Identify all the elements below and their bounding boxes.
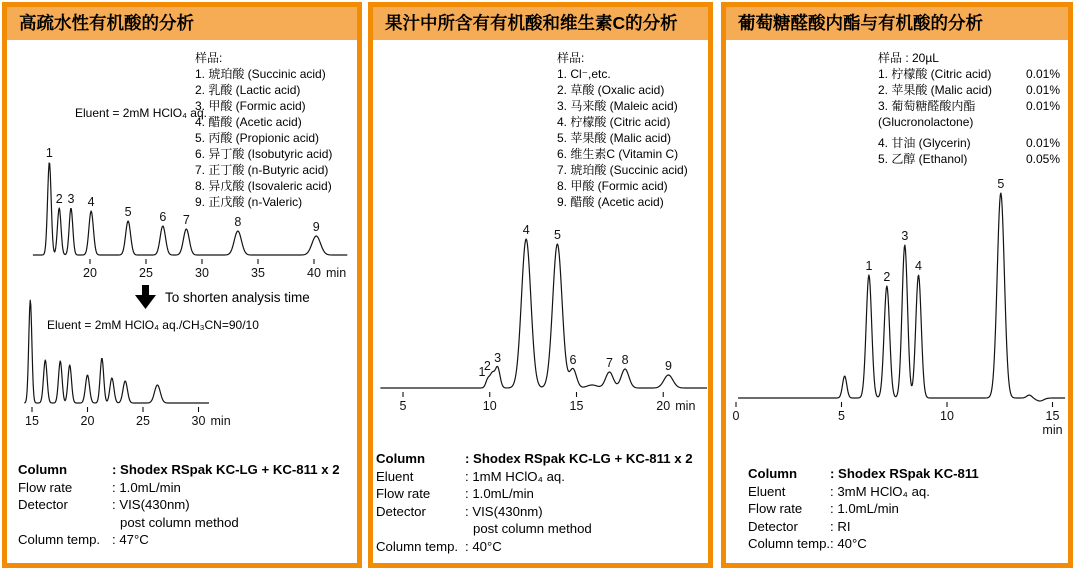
axis-tick-label: 5 [838, 409, 845, 423]
peak-number-label: 5 [997, 178, 1005, 191]
axis-tick-label: 20 [656, 399, 671, 413]
sample-name: 2. 乳酸 (Lactic acid) [195, 83, 301, 97]
sample-item [878, 151, 1060, 167]
sample-items [557, 66, 711, 210]
condition-label [376, 520, 465, 538]
conditions-table [748, 465, 1064, 553]
axis-tick-label: 10 [940, 409, 954, 423]
sample-item [878, 66, 1060, 82]
condition-label: Eluent [376, 468, 414, 484]
condition-label: Column [748, 466, 798, 481]
peak-number-label: 4 [87, 195, 95, 209]
condition-row [748, 465, 1064, 483]
condition-row [748, 518, 1064, 536]
trace-line [33, 163, 347, 255]
peak-number-label: 5 [124, 205, 132, 219]
sample-concentration: 0.01% [1025, 136, 1060, 150]
condition-label: Eluent [748, 483, 786, 499]
shorten-analysis-label: To shorten analysis time [165, 289, 310, 305]
peak-number-label: 2 [483, 359, 491, 373]
panel-fruit-juice-acids-vitamin-c [368, 2, 713, 568]
sample-name: 1. 琥珀酸 (Succinic acid) [195, 67, 326, 81]
panel-body [373, 40, 708, 563]
sample-name: 2. 草酸 (Oxalic acid) [557, 83, 665, 97]
condition-value: post column method [120, 514, 239, 530]
peak-number-label: 7 [605, 356, 613, 370]
peak-number-label: 2 [55, 192, 63, 206]
sample-name: 3. 马来酸 (Maleic acid) [557, 99, 678, 113]
sample-concentration: 0.01% [1025, 83, 1060, 97]
condition-row [18, 479, 352, 497]
trace-line [24, 300, 209, 403]
axis-tick-label: 15 [1045, 409, 1060, 423]
sample-name: 1. 柠檬酸 (Citric acid) [878, 67, 992, 81]
sample-name: 9. 醋酸 (Acetic acid) [557, 195, 664, 209]
panel-body [726, 40, 1068, 563]
trace-line [738, 193, 1065, 401]
axis-tick-label: 15 [25, 414, 39, 428]
sample-list-header: 样品 : 20µL [878, 51, 939, 65]
axis-tick-label: 10 [482, 399, 497, 413]
axis-tick-label: 0 [732, 409, 740, 423]
trace-line [380, 239, 707, 388]
peak-number-label: 2 [883, 270, 891, 284]
panel-hydrophobic-organic-acids [2, 2, 362, 568]
condition-row [748, 483, 1064, 501]
condition-label: Detector [748, 518, 798, 534]
sample-item [878, 135, 1060, 151]
condition-row [376, 538, 712, 556]
peak-number-label: 3 [67, 192, 75, 206]
condition-row [18, 496, 352, 514]
condition-value: : VIS(430nm) [112, 497, 190, 512]
condition-row [376, 503, 712, 521]
condition-value: : Shodex RSpak KC-LG + KC-811 x 2 [112, 462, 340, 477]
condition-value: : 3mM HClO₄ aq. [830, 483, 930, 499]
peak-number-label: 4 [522, 223, 530, 237]
conditions-table [376, 450, 712, 555]
axis-tick-label: 20 [83, 266, 97, 280]
condition-value: : 1.0mL/min [112, 479, 181, 495]
sample-item [557, 66, 711, 82]
condition-row [376, 520, 712, 538]
peak-number-label: 5 [553, 228, 561, 242]
peak-number-label: 9 [664, 359, 672, 373]
axis-unit-label: min [675, 399, 696, 413]
axis-tick-label: 25 [139, 266, 153, 280]
sample-item [557, 146, 711, 162]
panel-glucuronolactone-organic-acids [721, 2, 1073, 568]
sample-name: 2. 苹果酸 (Malic acid) [878, 83, 993, 97]
condition-label: Column temp. [376, 538, 459, 554]
condition-label: Column temp. [18, 532, 101, 547]
axis-tick-label: 25 [136, 414, 150, 428]
sample-concentration: 0.05% [1025, 152, 1060, 166]
sample-item [557, 82, 711, 98]
condition-row [376, 485, 712, 503]
sample-name: 3. 甲酸 (Formic acid) [195, 99, 306, 113]
condition-label: Flow rate [18, 479, 73, 495]
peak-number-label: 8 [234, 215, 242, 229]
condition-label [18, 514, 112, 532]
peak-number-label: 6 [569, 353, 577, 367]
condition-label: Detector [376, 503, 426, 519]
sample-item [195, 82, 349, 98]
sample-name: 5. 乙醇 (Ethanol) [878, 152, 968, 166]
condition-label: Column [376, 451, 426, 466]
condition-row [376, 450, 712, 468]
axis-tick-label: 20 [80, 414, 95, 428]
condition-label: Flow rate [748, 501, 803, 516]
panel-title: 葡萄糖醛酸内酯与有机酸的分析 [726, 7, 1068, 40]
peak-number-label: 8 [621, 353, 629, 367]
condition-label: Column [18, 462, 68, 477]
sample-name: 3. 葡萄糖醛酸内酯 (Glucronolactone) [878, 99, 976, 129]
peak-number-label: 6 [159, 210, 167, 224]
condition-value: : Shodex RSpak KC-LG + KC-811 x 2 [465, 451, 693, 466]
axis-unit-label: min [1042, 423, 1063, 437]
peak-number-label: 1 [478, 365, 486, 379]
sample-item [557, 194, 711, 210]
sample-name: 5. 苹果酸 (Malic acid) [557, 131, 672, 145]
peak-number-label: 3 [901, 229, 909, 243]
sample-item [878, 98, 1060, 130]
eluent-note-bottom: Eluent = 2mM HClO₄ aq./CH₃CN=90/10 [47, 318, 259, 332]
sample-name: 7. 正丁酸 (n-Butyric acid) [195, 163, 329, 177]
eluent-note-top: Eluent = 2mM HClO₄ aq. [75, 106, 207, 120]
sample-list [557, 50, 711, 210]
condition-row [18, 514, 352, 532]
condition-row [18, 531, 352, 549]
panel-title: 果汁中所含有有机酸和维生素C的分析 [373, 7, 708, 40]
condition-row [748, 500, 1064, 518]
sample-item [557, 178, 711, 194]
condition-value: : 1mM HClO₄ aq. [465, 468, 565, 484]
sample-item [557, 130, 711, 146]
condition-value: post column method [473, 521, 592, 536]
axis-unit-label: min [326, 266, 347, 280]
chromatogram-glucuronolactone [728, 178, 1068, 442]
sample-name-line2: (Glucronolactone) [878, 115, 974, 129]
sample-item [878, 82, 1060, 98]
peak-number-label: 1 [865, 259, 873, 273]
condition-label: Detector [18, 497, 68, 512]
sample-item [557, 98, 711, 114]
condition-value: : VIS(430nm) [465, 503, 543, 519]
condition-value: : Shodex RSpak KC-811 [830, 466, 979, 481]
sample-list-header: 样品: [195, 51, 223, 65]
sample-concentration: 0.01% [1025, 99, 1060, 113]
sample-list-header: 样品: [557, 51, 585, 65]
axis-tick-label: 35 [251, 266, 265, 280]
peak-number-label: 1 [45, 146, 53, 160]
condition-value: : 1.0mL/min [830, 501, 899, 516]
condition-row [748, 535, 1064, 553]
axis-tick-label: 5 [399, 399, 407, 413]
axis-unit-label: min [210, 414, 231, 428]
sample-concentration: 0.01% [1025, 67, 1060, 81]
sample-name: 4. 醋酸 (Acetic acid) [195, 115, 302, 129]
sample-name: 6. 异丁酸 (Isobutyric acid) [195, 147, 333, 161]
chromatogram-shortened [20, 295, 354, 433]
peak-number-label: 3 [494, 351, 502, 365]
condition-value: : 47°C [112, 532, 149, 547]
panel-body [7, 40, 357, 563]
sample-item [195, 66, 349, 82]
sample-item [195, 98, 349, 114]
peak-number-label: 4 [915, 259, 922, 273]
axis-tick-label: 15 [569, 399, 584, 413]
panel-title: 高疏水性有机酸的分析 [7, 7, 357, 40]
condition-label: Flow rate [376, 486, 431, 501]
condition-value: : 40°C [830, 536, 867, 551]
axis-tick-label: 30 [195, 266, 209, 280]
sample-name: 8. 异戊酸 (Isovaleric acid) [195, 179, 332, 193]
sample-items [878, 66, 1060, 167]
sample-name: 6. 维生素C (Vitamin C) [557, 147, 679, 161]
sample-list [878, 50, 1060, 167]
sample-name: 7. 琥珀酸 (Succinic acid) [557, 163, 688, 177]
condition-label: Column temp. [748, 536, 831, 551]
condition-value: : RI [830, 518, 851, 534]
sample-item [195, 114, 349, 130]
condition-value: : 40°C [465, 538, 502, 554]
sample-item [557, 114, 711, 130]
peak-number-label: 9 [312, 220, 320, 234]
chromatogram-standard-eluent [20, 138, 354, 284]
chromatogram-fruit-juice [377, 210, 707, 422]
condition-row [376, 468, 712, 486]
sample-name: 8. 甲酸 (Formic acid) [557, 179, 668, 193]
condition-value: : 1.0mL/min [465, 486, 534, 501]
sample-name: 4. 柠檬酸 (Citric acid) [557, 115, 671, 129]
sample-name: 1. Cl⁻,etc. [557, 67, 611, 81]
sample-name: 9. 正戊酸 (n-Valeric) [195, 195, 303, 209]
condition-row [18, 461, 352, 479]
sample-item [557, 162, 711, 178]
axis-tick-label: 40 [307, 266, 321, 280]
conditions-table [18, 461, 352, 549]
peak-number-label: 7 [182, 213, 190, 227]
sample-name: 5. 丙酸 (Propionic acid) [195, 131, 320, 145]
axis-tick-label: 30 [191, 414, 206, 428]
sample-name: 4. 甘油 (Glycerin) [878, 136, 971, 150]
